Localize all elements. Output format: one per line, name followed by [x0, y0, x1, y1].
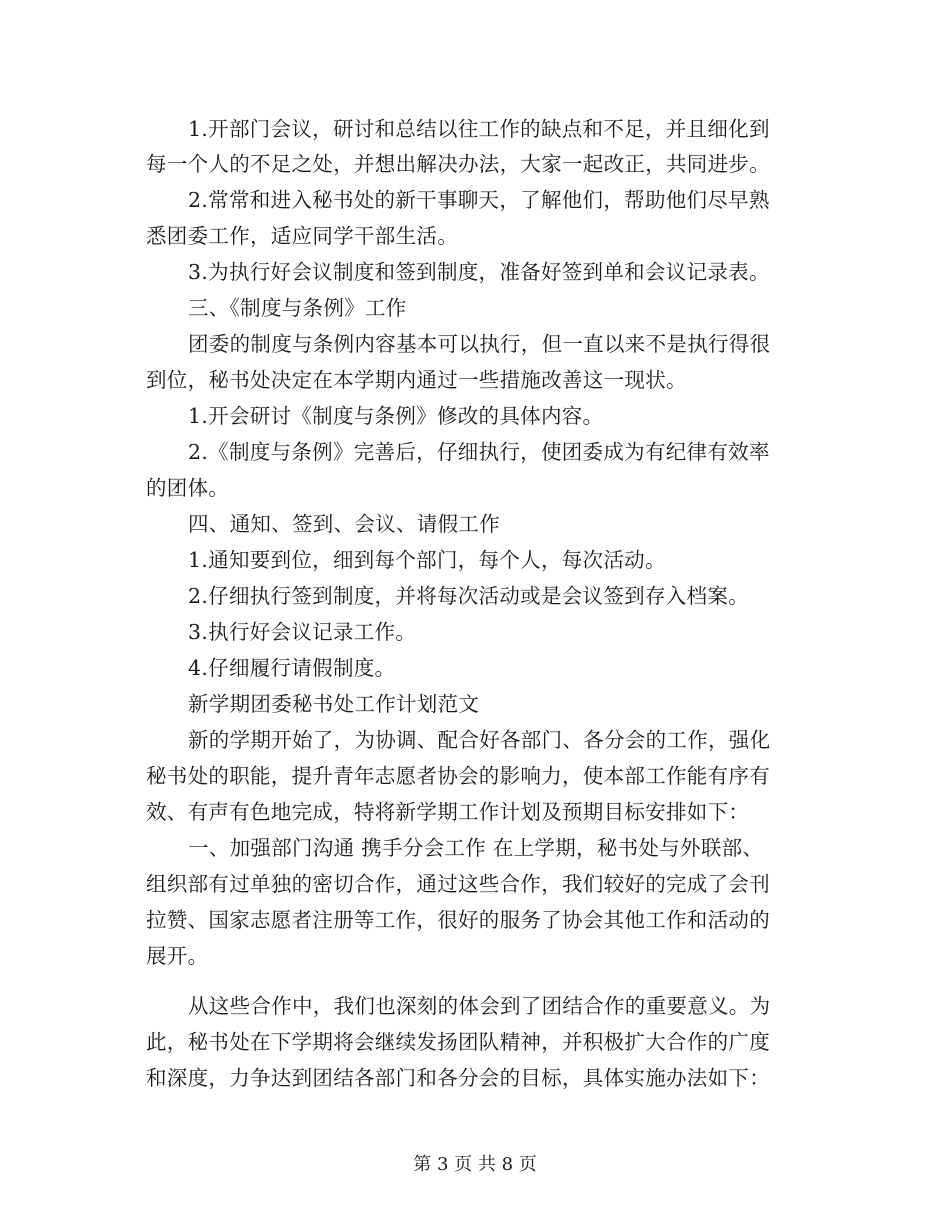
paragraph-line: 2.《制度与条例》完善后，仔细执行，使团委成为有纪律有效率 [188, 440, 770, 464]
paragraph-line: 此，秘书处在下学期将会继续发扬团队精神，并积极扩大合作的广度 [146, 1030, 770, 1054]
paragraph-line: 从这些合作中，我们也深刻的体会到了团结合作的重要意义。为 [188, 994, 771, 1018]
page-number: 第 3 页 共 8 页 [413, 1154, 537, 1175]
article-title: 新学期团委秘书处工作计划范文 [188, 692, 480, 716]
paragraph-line: 一、加强部门沟通 携手分会工作 在上学期，秘书处与外联部、 [188, 836, 764, 860]
paragraph-line: 1.开部门会议，研讨和总结以往工作的缺点和不足，并且细化到 [188, 117, 770, 141]
paragraph-line: 和深度，力争达到团结各部门和各分会的目标，具体实施办法如下： [146, 1066, 770, 1090]
section-heading: 四、通知、签到、会议、请假工作 [188, 512, 500, 536]
paragraph-line: 1.开会研讨《制度与条例》修改的具体内容。 [188, 404, 604, 428]
paragraph-line: 到位，秘书处决定在本学期内通过一些措施改善这一现状。 [146, 368, 687, 392]
paragraph-line: 团委的制度与条例内容基本可以执行，但一直以来不是执行得很 [188, 332, 771, 356]
paragraph-line: 拉赞、国家志愿者注册等工作，很好的服务了协会其他工作和活动的 [146, 908, 770, 932]
paragraph-line: 悉团委工作，适应同学干部生活。 [146, 224, 458, 248]
paragraph-line: 展开。 [146, 944, 209, 968]
section-heading: 三、《制度与条例》工作 [188, 296, 407, 320]
paragraph-line: 1.通知要到位，细到每个部门，每个人，每次活动。 [188, 548, 666, 572]
paragraph-line: 秘书处的职能，提升青年志愿者协会的影响力，使本部工作能有序有 [146, 764, 770, 788]
paragraph-line: 3.执行好会议记录工作。 [188, 620, 417, 644]
paragraph-line: 4.仔细履行请假制度。 [188, 656, 396, 680]
paragraph-line: 效、有声有色地完成，特将新学期工作计划及预期目标安排如下： [146, 800, 750, 824]
paragraph-line: 2.常常和进入秘书处的新干事聊天，了解他们，帮助他们尽早熟 [188, 188, 770, 212]
paragraph-line: 新的学期开始了，为协调、配合好各部门、各分会的工作，强化 [188, 728, 771, 752]
paragraph-line: 组织部有过单独的密切合作，通过这些合作，我们较好的完成了会刊 [146, 872, 770, 896]
paragraph-line: 每一个人的不足之处，并想出解决办法，大家一起改正，共同进步。 [146, 152, 770, 176]
paragraph-line: 的团体。 [146, 476, 230, 500]
paragraph-line: 2.仔细执行签到制度，并将每次活动或是会议签到存入档案。 [188, 584, 749, 608]
paragraph-line: 3.为执行好会议制度和签到制度，准备好签到单和会议记录表。 [188, 260, 770, 284]
